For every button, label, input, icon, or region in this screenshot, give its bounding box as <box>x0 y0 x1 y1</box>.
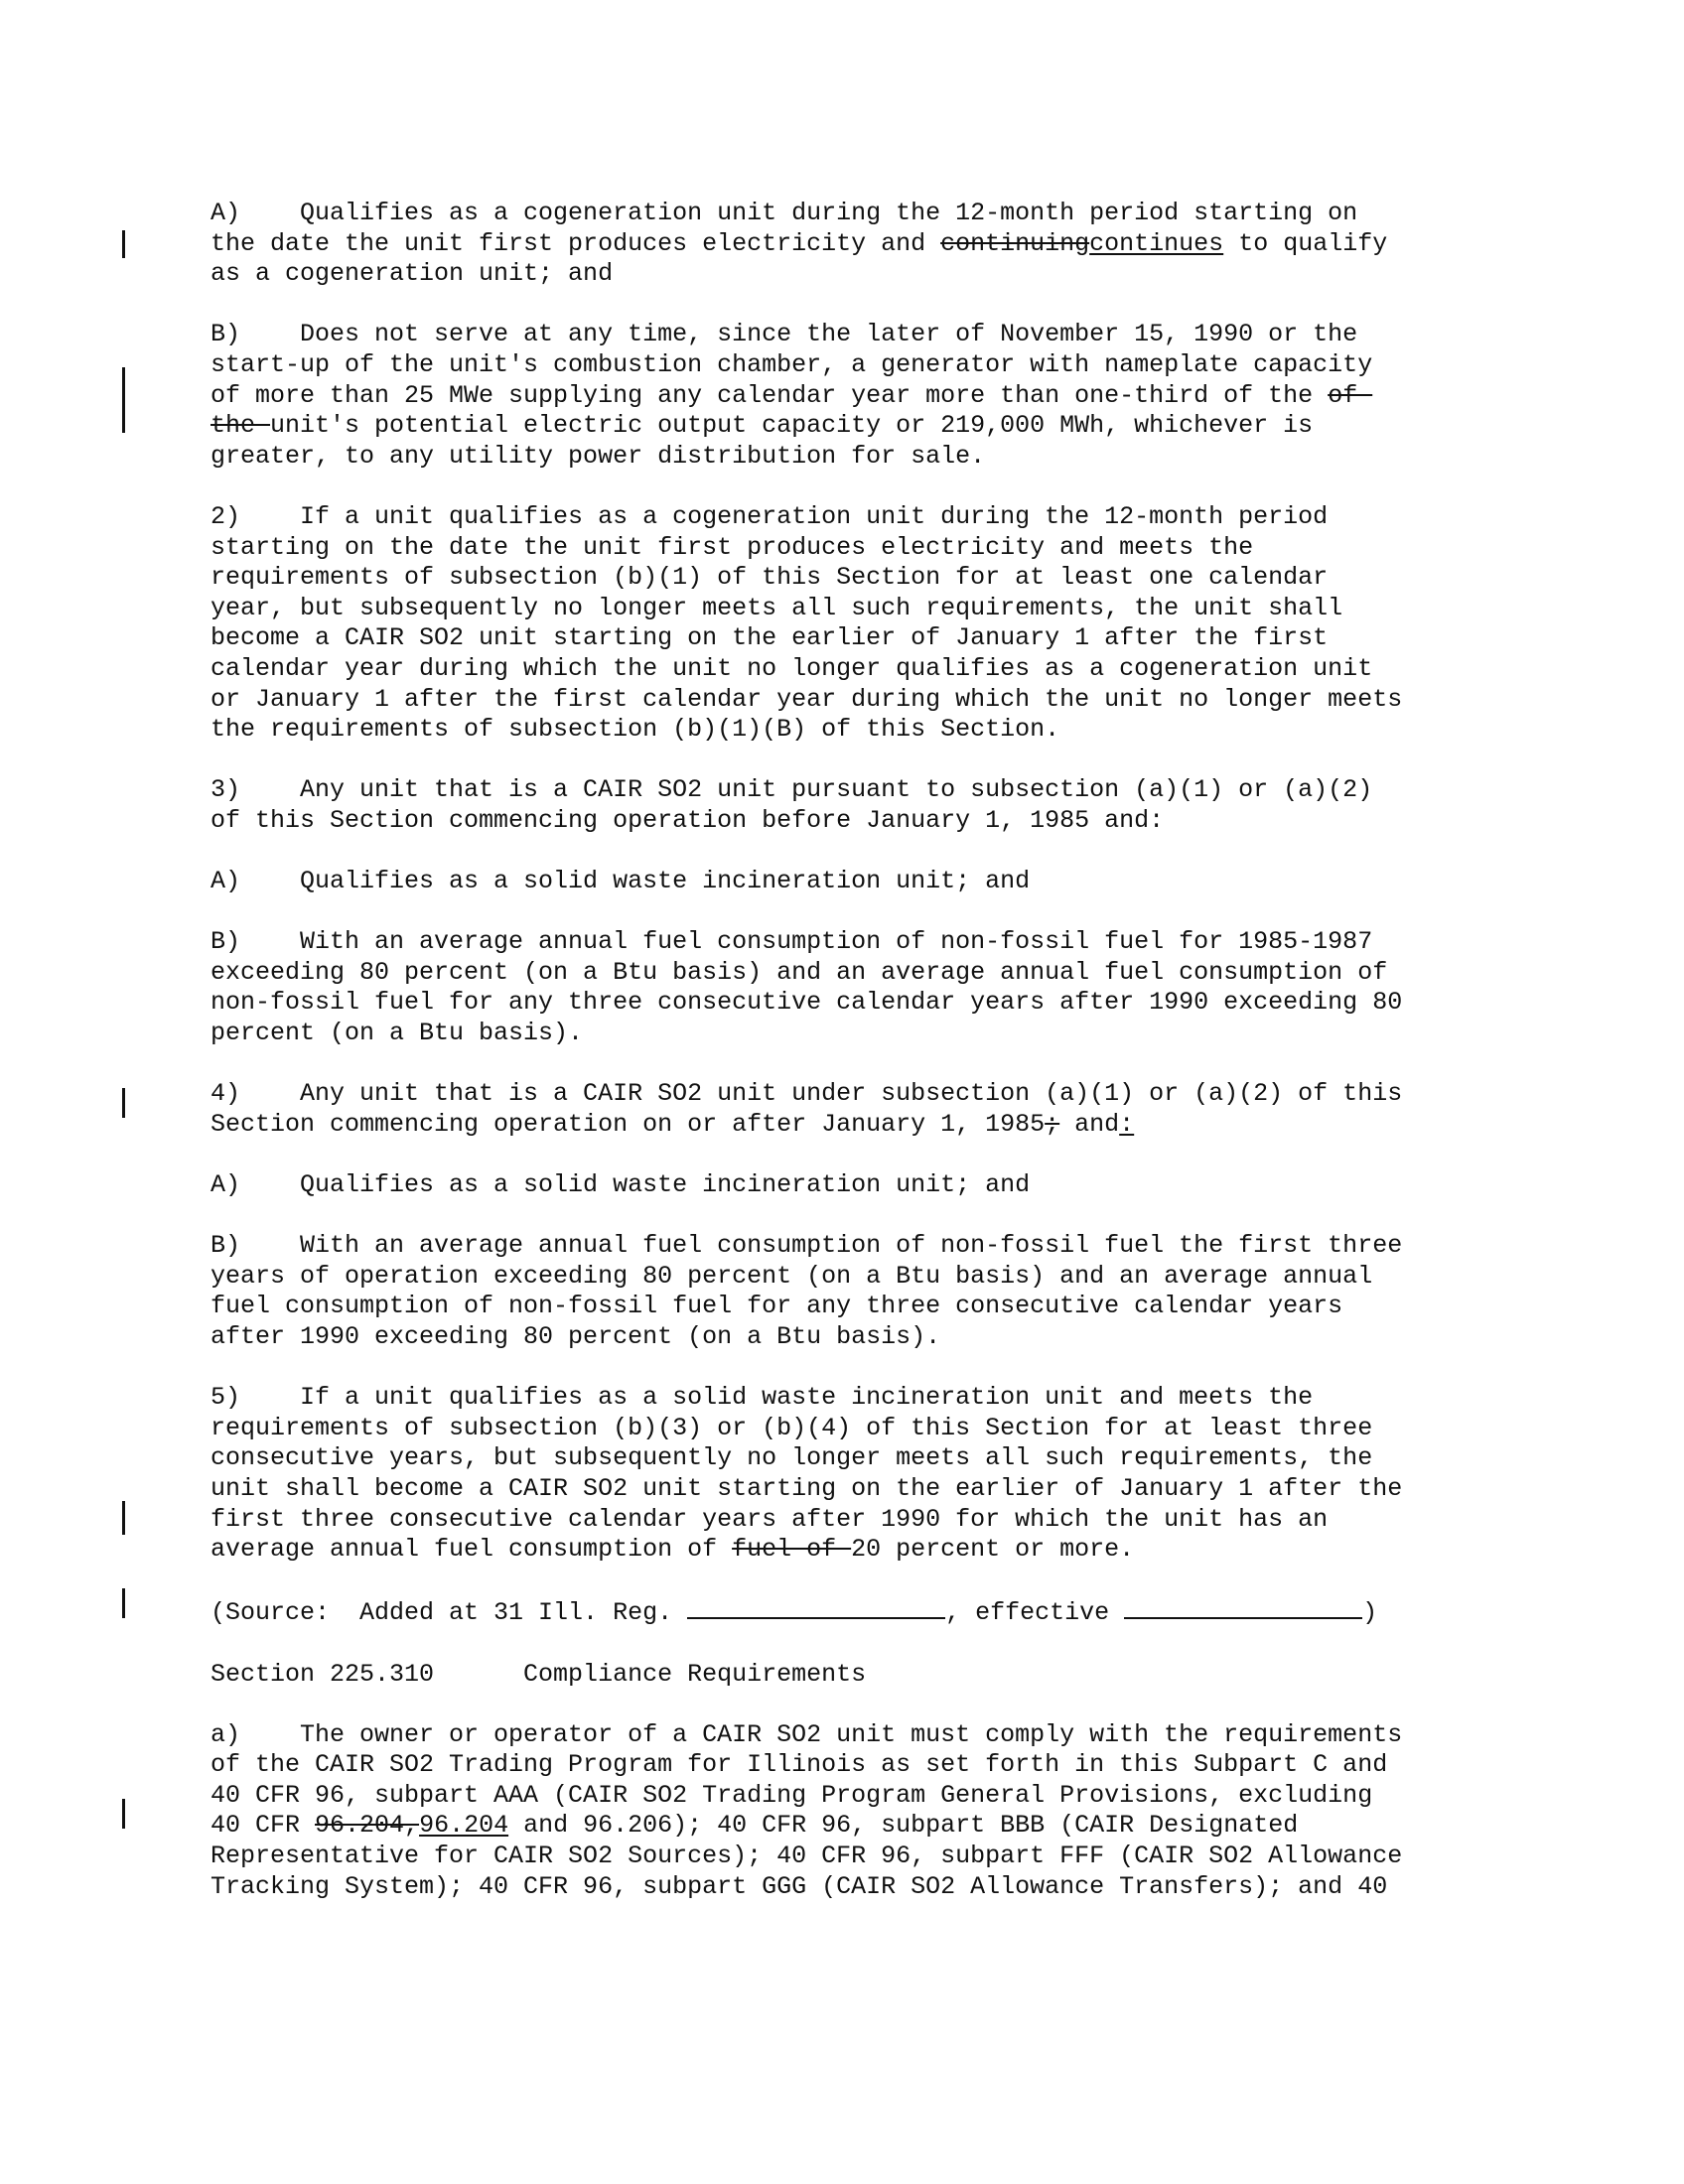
text-line <box>210 958 1541 989</box>
document-paragraph <box>210 927 1541 1048</box>
text-line <box>210 1170 1541 1201</box>
text-run: and 96.206); 40 CFR 96, subpart BBB (CAIR Designated <box>508 1811 1299 1841</box>
inserted-text: 96.204 <box>419 1811 509 1841</box>
text-run: become a CAIR SO2 unit starting on the earlier of January 1 after the first <box>210 623 1329 653</box>
text-run: year, but subsequently no longer meets all such requirements, the unit shall <box>210 593 1343 622</box>
text-run: the date the unit first produces electricity and <box>210 228 941 258</box>
fill-in-blank <box>1124 1595 1362 1619</box>
text-line <box>210 1292 1541 1322</box>
text-line <box>210 1019 1541 1049</box>
text-line <box>210 1872 1541 1903</box>
text-run: first three consecutive calendar years after 1990 for which the unit has an <box>210 1504 1329 1534</box>
text-run: 2) If a unit qualifies as a cogeneration unit during the 12-month period <box>210 501 1329 531</box>
text-line <box>210 533 1541 564</box>
text-line <box>210 654 1541 685</box>
text-line <box>210 927 1541 958</box>
text-run: 20 percent or more. <box>851 1535 1135 1565</box>
text-run: B) With an average annual fuel consumption of non-fossil fuel for 1985-1987 <box>210 927 1373 957</box>
text-run: Section 225.310 Compliance Requirements <box>210 1659 867 1689</box>
text-line <box>210 1535 1541 1566</box>
revision-change-bar <box>122 230 125 258</box>
text-line <box>210 1660 1541 1691</box>
text-line <box>210 381 1541 412</box>
text-run: after 1990 exceeding 80 percent (on a Btu basis). <box>210 1321 941 1351</box>
text-run: 3) Any unit that is a CAIR SO2 unit pursuant to subsection (a)(1) or (a)(2) <box>210 775 1373 805</box>
text-run: greater, to any utility power distribution for sale. <box>210 441 986 471</box>
text-run: A) Qualifies as a solid waste incineration unit; and <box>210 1170 1031 1199</box>
revision-change-bar <box>122 1501 125 1535</box>
text-run: the requirements of subsection (b)(1)(B) of this Section. <box>210 715 1060 745</box>
revision-change-bar <box>122 1088 125 1118</box>
text-run: average annual fuel consumption of <box>210 1535 733 1565</box>
text-run: Section commencing operation on or after January 1, 1985 <box>210 1109 1046 1139</box>
document-paragraph <box>210 867 1541 897</box>
document-paragraph <box>210 320 1541 472</box>
text-line <box>210 563 1541 594</box>
text-run: as a cogeneration unit; and <box>210 259 614 289</box>
text-run: 4) Any unit that is a CAIR SO2 unit under subsection (a)(1) or (a)(2) of this <box>210 1079 1403 1109</box>
text-run: exceeding 80 percent (on a Btu basis) and an average annual fuel consumption of <box>210 957 1388 987</box>
text-run: 40 CFR 96, subpart AAA (CAIR SO2 Trading Program General Provisions, excluding <box>210 1780 1373 1810</box>
text-run: A) Qualifies as a cogeneration unit during the 12-month period starting on <box>210 199 1358 227</box>
document-paragraph <box>210 199 1541 290</box>
text-line <box>210 867 1541 897</box>
text-line <box>210 320 1541 350</box>
document-paragraph <box>210 775 1541 836</box>
text-line <box>210 502 1541 533</box>
text-run: to qualify <box>1223 228 1388 258</box>
text-run: requirements of subsection (b)(3) or (b)(4) of this Section for at least three <box>210 1413 1373 1442</box>
document-body <box>210 199 1541 1933</box>
text-run: , effective <box>945 1598 1125 1628</box>
text-run: consecutive years, but subsequently no longer meets all such requirements, the <box>210 1443 1373 1473</box>
text-line <box>210 1079 1541 1110</box>
text-run: 5) If a unit qualifies as a solid waste incineration unit and meets the <box>210 1383 1314 1413</box>
text-run: requirements of subsection (b)(1) of this Section for at least one calendar <box>210 563 1329 593</box>
document-paragraph <box>210 1383 1541 1566</box>
revision-change-bar <box>122 367 125 433</box>
document-paragraph <box>210 1231 1541 1352</box>
document-paragraph <box>210 502 1541 746</box>
text-run: Tracking System); 40 CFR 96, subpart GGG (CAIR SO2 Allowance Transfers); and 40 <box>210 1871 1388 1901</box>
text-line <box>210 1842 1541 1872</box>
deleted-text: ; <box>1045 1109 1060 1139</box>
text-line <box>210 594 1541 624</box>
deleted-text: fuel of <box>732 1535 852 1565</box>
text-run: of more than 25 MWe supplying any calendar year more than one-third of the <box>210 380 1329 410</box>
text-line <box>210 411 1541 442</box>
text-run: calendar year during which the unit no longer qualifies as a cogeneration unit <box>210 653 1373 683</box>
document-paragraph <box>210 1170 1541 1201</box>
text-run: fuel consumption of non-fossil fuel for any three consecutive calendar years <box>210 1292 1343 1321</box>
text-line <box>210 229 1541 260</box>
text-run: percent (on a Btu basis). <box>210 1019 584 1048</box>
text-line <box>210 715 1541 746</box>
text-run: and <box>1059 1109 1120 1139</box>
text-run: (Source: Added at 31 Ill. Reg. <box>210 1598 688 1628</box>
text-run: non-fossil fuel for any three consecutive calendar years after 1990 exceeding 80 <box>210 988 1403 1018</box>
deleted-text: of <box>1328 380 1373 410</box>
text-line <box>210 1505 1541 1536</box>
text-line <box>210 199 1541 229</box>
text-run: Representative for CAIR SO2 Sources); 40 CFR 96, subpart FFF (CAIR SO2 Allowance <box>210 1842 1403 1871</box>
text-run: ) <box>1362 1598 1378 1628</box>
inserted-text: : <box>1119 1109 1135 1139</box>
text-line <box>210 1414 1541 1444</box>
text-line <box>210 1262 1541 1293</box>
text-line <box>210 1595 1541 1629</box>
text-line <box>210 1781 1541 1812</box>
deleted-text: 96.204, <box>315 1811 420 1841</box>
text-run: B) Does not serve at any time, since the later of November 15, 1990 or the <box>210 320 1358 349</box>
document-paragraph <box>210 1079 1541 1140</box>
text-line <box>210 1231 1541 1262</box>
inserted-text: continues <box>1089 228 1224 258</box>
text-run: years of operation exceeding 80 percent (on a Btu basis) and an average annual <box>210 1261 1373 1291</box>
text-run: unit shall become a CAIR SO2 unit starting on the earlier of January 1 after the <box>210 1473 1403 1503</box>
text-line <box>210 1474 1541 1505</box>
text-line <box>210 685 1541 716</box>
text-line <box>210 350 1541 381</box>
deleted-text: the <box>210 411 271 441</box>
text-line <box>210 1110 1541 1141</box>
text-run: a) The owner or operator of a CAIR SO2 unit must comply with the requirements <box>210 1719 1403 1749</box>
revision-change-bar <box>122 1588 125 1618</box>
text-line <box>210 1720 1541 1751</box>
text-line <box>210 623 1541 654</box>
text-line <box>210 1383 1541 1414</box>
text-line <box>210 1322 1541 1353</box>
revision-change-bar <box>122 1799 125 1829</box>
fill-in-blank <box>687 1595 945 1619</box>
text-run: or January 1 after the first calendar year during which the unit no longer meets <box>210 684 1403 714</box>
text-run: start-up of the unit's combustion chamber, a generator with nameplate capacity <box>210 349 1373 379</box>
text-line <box>210 442 1541 473</box>
text-run: of the CAIR SO2 Trading Program for Illinois as set forth in this Subpart C and <box>210 1750 1388 1780</box>
text-run: B) With an average annual fuel consumption of non-fossil fuel the first three <box>210 1231 1403 1261</box>
document-paragraph <box>210 1660 1541 1691</box>
text-line <box>210 1750 1541 1781</box>
document-paragraph <box>210 1720 1541 1903</box>
text-run: A) Qualifies as a solid waste incineration unit; and <box>210 867 1031 896</box>
text-run: starting on the date the unit first produces electricity and meets the <box>210 532 1254 562</box>
text-line <box>210 988 1541 1019</box>
text-line <box>210 1443 1541 1474</box>
text-run: of this Section commencing operation before January 1, 1985 and: <box>210 805 1165 835</box>
text-line <box>210 259 1541 290</box>
document-paragraph <box>210 1595 1541 1629</box>
text-run: unit's potential electric output capacity or 219,000 MWh, whichever is <box>270 411 1314 441</box>
text-line <box>210 775 1541 806</box>
text-line <box>210 806 1541 837</box>
text-line <box>210 1811 1541 1842</box>
text-run: 40 CFR <box>210 1811 316 1841</box>
deleted-text: continuing <box>940 228 1090 258</box>
